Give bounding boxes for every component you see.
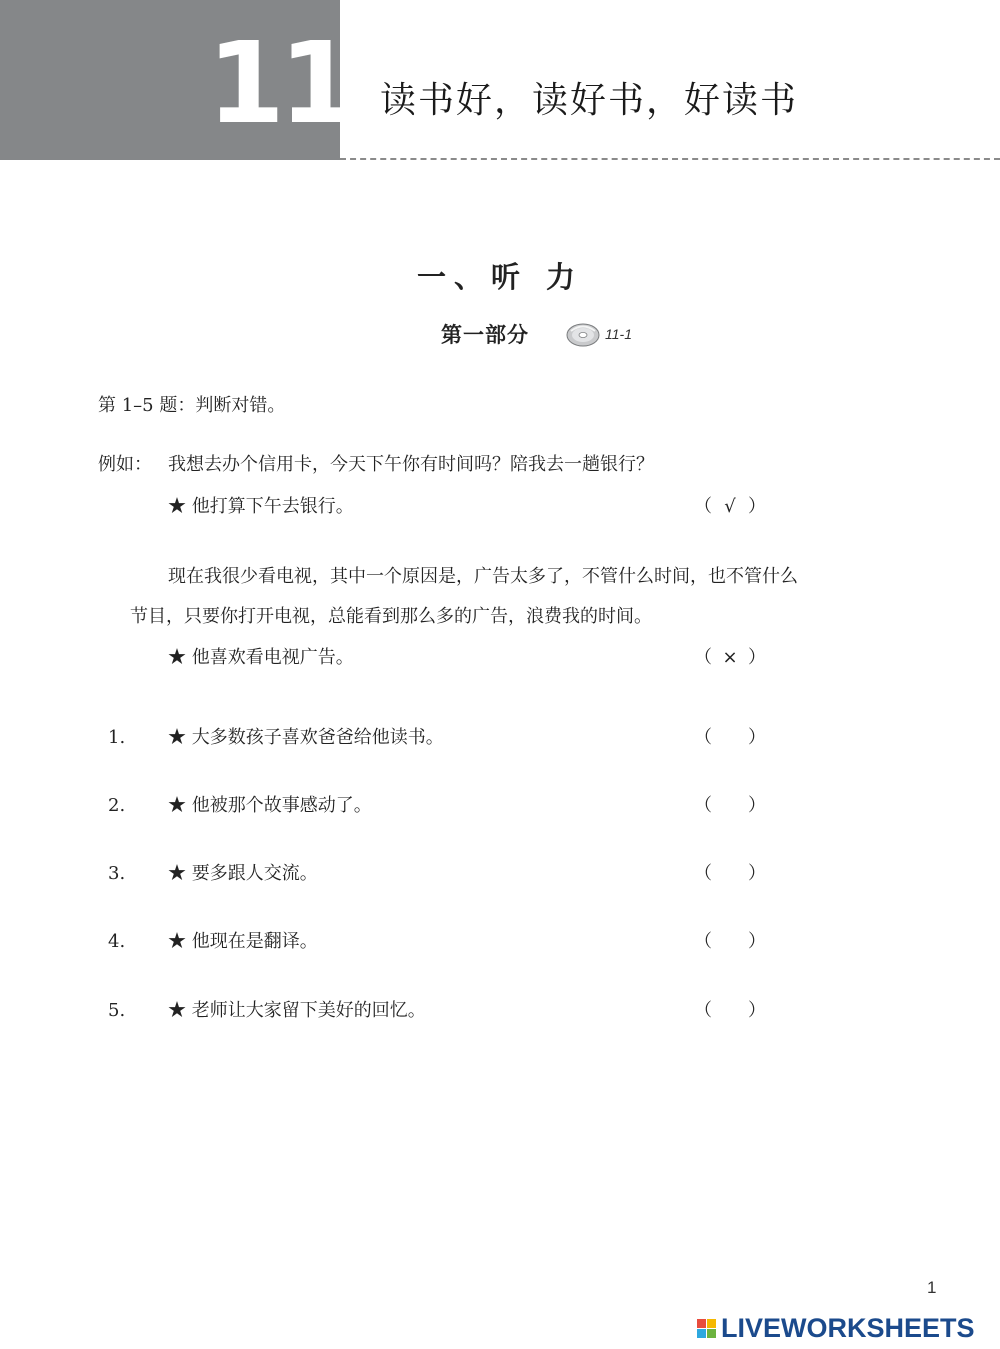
- logo-tile-blue: [697, 1329, 706, 1338]
- cross-mark: ×: [722, 647, 738, 668]
- example-label: 例如：: [98, 454, 152, 475]
- question-4-statement: ★ 他现在是翻译。: [168, 931, 318, 952]
- check-mark: √: [724, 496, 736, 517]
- part-heading: [441, 318, 632, 350]
- example-2-passage-line-1: 现在我很少看电视，其中一个原因是，广告太多了，不管什么时间，也不管什么: [168, 566, 798, 587]
- example-1-passage: 我想去办个信用卡，今天下午你有时间吗？陪我去一趟银行？: [168, 454, 654, 475]
- track-number: 11-1: [605, 326, 632, 342]
- example-1-statement: ★ 他打算下午去银行。: [168, 496, 354, 517]
- question-4-number: 4.: [108, 931, 126, 952]
- logo-tile-yellow: [707, 1319, 716, 1328]
- liveworksheets-logo-icon: [697, 1319, 716, 1338]
- question-1-number: 1.: [108, 727, 126, 748]
- instruction: 第 1–5 题：判断对错。: [98, 395, 286, 416]
- header-dashed-divider: [340, 158, 1000, 160]
- question-3-number: 3.: [108, 863, 126, 884]
- part-title: 第一部分: [441, 322, 529, 347]
- cd-icon[interactable]: [565, 320, 601, 348]
- question-5-number: 5.: [108, 1000, 126, 1021]
- logo-tile-red: [697, 1319, 706, 1328]
- brand-name: LIVEWORKSHEETS: [721, 1312, 975, 1343]
- unit-header-block: [0, 0, 351, 160]
- question-1-statement: ★ 大多数孩子喜欢爸爸给他读书。: [168, 727, 444, 748]
- example-2-passage-line-2: 节目，只要你打开电视，总能看到那么多的广告，浪费我的时间。: [130, 606, 652, 627]
- unit-number: 11: [207, 19, 351, 149]
- example-2-statement: ★ 他喜欢看电视广告。: [168, 647, 354, 668]
- page-number: 1: [927, 1278, 937, 1297]
- question-5-statement: ★ 老师让大家留下美好的回忆。: [168, 1000, 426, 1021]
- question-2-statement: ★ 他被那个故事感动了。: [168, 795, 372, 816]
- question-3-statement: ★ 要多跟人交流。: [168, 863, 318, 884]
- question-2-number: 2.: [108, 795, 126, 816]
- liveworksheets-brand[interactable]: [697, 1313, 975, 1343]
- logo-tile-green: [707, 1329, 716, 1338]
- section-title: 一、听 力: [416, 260, 584, 294]
- unit-title: 读书好，读好书，好读书: [380, 80, 799, 121]
